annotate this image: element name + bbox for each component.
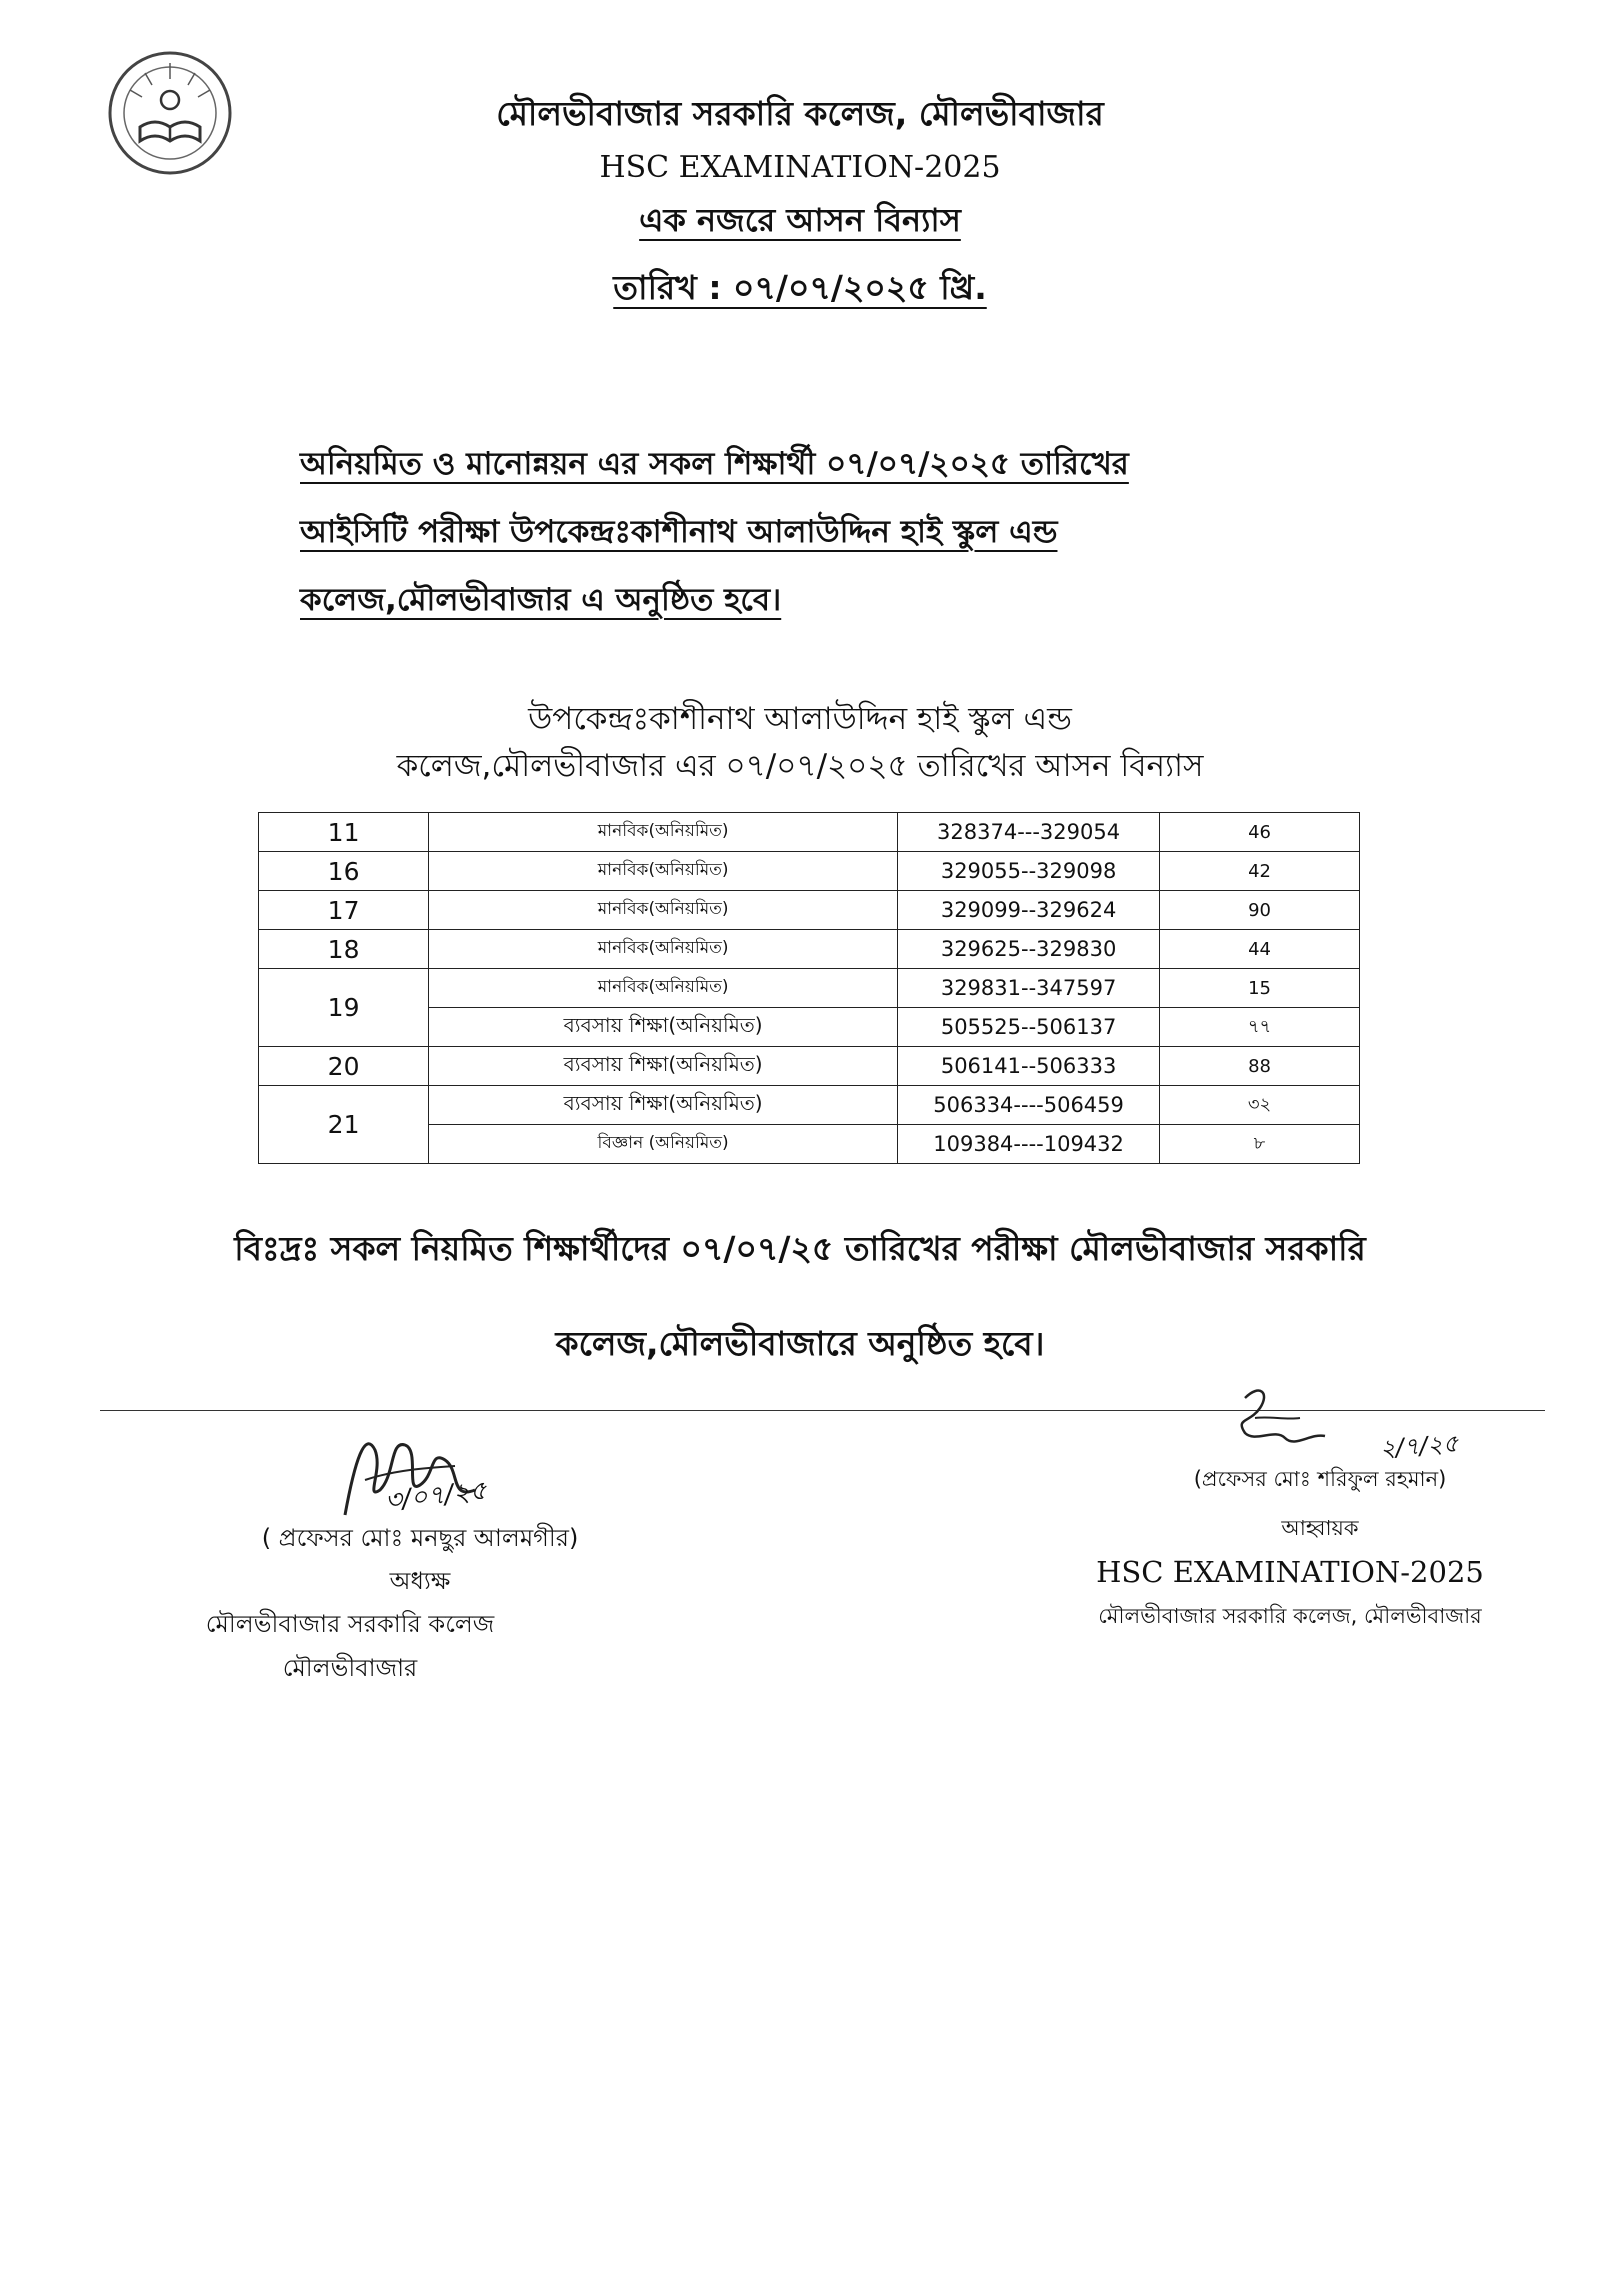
room-number: 16 — [259, 852, 429, 891]
roll-range-cell: 505525--506137 — [898, 1008, 1160, 1047]
group-cell: বিজ্ঞান (অনিয়মিত) — [429, 1125, 898, 1164]
student-count-cell: 46 — [1160, 813, 1360, 852]
table-row — [259, 1086, 1360, 1125]
table-row — [259, 969, 1360, 1008]
subcenter-line-2: কলেজ,মৌলভীবাজার এর ০৭/০৭/২০২৫ তারিখের আসন বিন্যাস — [396, 748, 1204, 784]
group-cell: মানবিক(অনিয়মিত) — [429, 813, 898, 852]
notice-line-1: অনিয়মিত ও মানোন্নয়ন এর সকল শিক্ষার্থী ০৭/০৭/২০২৫ তারিখের — [300, 446, 1129, 482]
roll-range-cell: 329099--329624 — [898, 891, 1160, 930]
exam-title: HSC EXAMINATION-2025 — [599, 150, 1001, 185]
roll-range-cell: 506141--506333 — [898, 1047, 1160, 1086]
exam-date-text: তারিখ : ০৭/০৭/২০২৫ খ্রি. — [613, 268, 987, 307]
exam-date — [0, 262, 1600, 318]
principal-sign-date: ৩/০৭/২৫ — [383, 1475, 489, 1517]
roll-range-cell: 328374---329054 — [898, 813, 1160, 852]
roll-range-cell: 329625--329830 — [898, 930, 1160, 969]
room-number: 11 — [259, 813, 429, 852]
principal-name: ( প্রফেসর মোঃ মনছুর আলমগীর) — [261, 1524, 579, 1552]
table-row — [259, 1047, 1360, 1086]
room-number: 17 — [259, 891, 429, 930]
student-count-cell: ৩২ — [1160, 1086, 1360, 1125]
group-cell: মানবিক(অনিয়মিত) — [429, 969, 898, 1008]
group-cell: ব্যবসায় শিক্ষা(অনিয়মিত) — [429, 1008, 898, 1047]
room-number: 21 — [259, 1086, 429, 1164]
roll-range-cell: 329831--347597 — [898, 969, 1160, 1008]
room-number: 18 — [259, 930, 429, 969]
seat-plan-subtitle-text: এক নজরে আসন বিন্যাস — [639, 201, 961, 239]
nb-line-2: কলেজ,মৌলভীবাজারে অনুষ্ঠিত হবে। — [555, 1324, 1045, 1363]
group-cell: মানবিক(অনিয়মিত) — [429, 930, 898, 969]
student-count-cell: ৮ — [1160, 1125, 1360, 1164]
convener-exam: HSC EXAMINATION-2025 — [1096, 1555, 1484, 1589]
irregular-notice — [300, 430, 1305, 634]
convener-sign-date: ২/৭/২৫ — [1378, 1429, 1460, 1463]
convener-name: (প্রফেসর মোঃ শরিফুল রহমান) — [1193, 1467, 1447, 1491]
seat-plan-subtitle — [0, 195, 1600, 249]
room-number: 20 — [259, 1047, 429, 1086]
principal-role: অধ্যক্ষ — [389, 1567, 451, 1595]
principal-place: মৌলভীবাজার — [282, 1654, 418, 1682]
student-count-cell: 90 — [1160, 891, 1360, 930]
roll-range-cell: 109384----109432 — [898, 1125, 1160, 1164]
subcenter-line-1: উপকেন্দ্রঃকাশীনাথ আলাউদ্দিন হাই স্কুল এন্ড — [528, 701, 1072, 737]
student-count-cell: ৭৭ — [1160, 1008, 1360, 1047]
roll-range-cell: 329055--329098 — [898, 852, 1160, 891]
seat-plan-table — [258, 812, 1360, 1164]
convener-college: মৌলভীবাজার সরকারি কলেজ, মৌলভীবাজার — [1098, 1604, 1482, 1628]
room-number: 19 — [259, 969, 429, 1047]
group-cell: মানবিক(অনিয়মিত) — [429, 891, 898, 930]
notice-line-3: কলেজ,মৌলভীবাজার এ অনুষ্ঠিত হবে। — [300, 582, 782, 618]
group-cell: ব্যবসায় শিক্ষা(অনিয়মিত) — [429, 1086, 898, 1125]
student-count-cell: 42 — [1160, 852, 1360, 891]
table-row — [259, 852, 1360, 891]
student-count-cell: 15 — [1160, 969, 1360, 1008]
convener-signature — [1215, 1378, 1355, 1458]
student-count-cell: 44 — [1160, 930, 1360, 969]
group-cell: ব্যবসায় শিক্ষা(অনিয়মিত) — [429, 1047, 898, 1086]
table-row — [259, 891, 1360, 930]
college-title: মৌলভীবাজার সরকারি কলেজ, মৌলভীবাজার — [496, 94, 1104, 133]
student-count-cell: 88 — [1160, 1047, 1360, 1086]
notice-line-2: আইসিটি পরীক্ষা উপকেন্দ্রঃকাশীনাথ আলাউদ্দিন হাই স্কুল এন্ড — [300, 514, 1058, 550]
table-row — [259, 813, 1360, 852]
table-row — [259, 930, 1360, 969]
convener-role: আহ্বায়ক — [1281, 1516, 1359, 1540]
group-cell: মানবিক(অনিয়মিত) — [429, 852, 898, 891]
principal-college: মৌলভীবাজার সরকারি কলেজ — [205, 1610, 495, 1638]
nb-line-1: বিঃদ্রঃ সকল নিয়মিত শিক্ষার্থীদের ০৭/০৭/২৫ তারিখের পরীক্ষা মৌলভীবাজার সরকারি — [234, 1229, 1366, 1268]
roll-range-cell: 506334----506459 — [898, 1086, 1160, 1125]
